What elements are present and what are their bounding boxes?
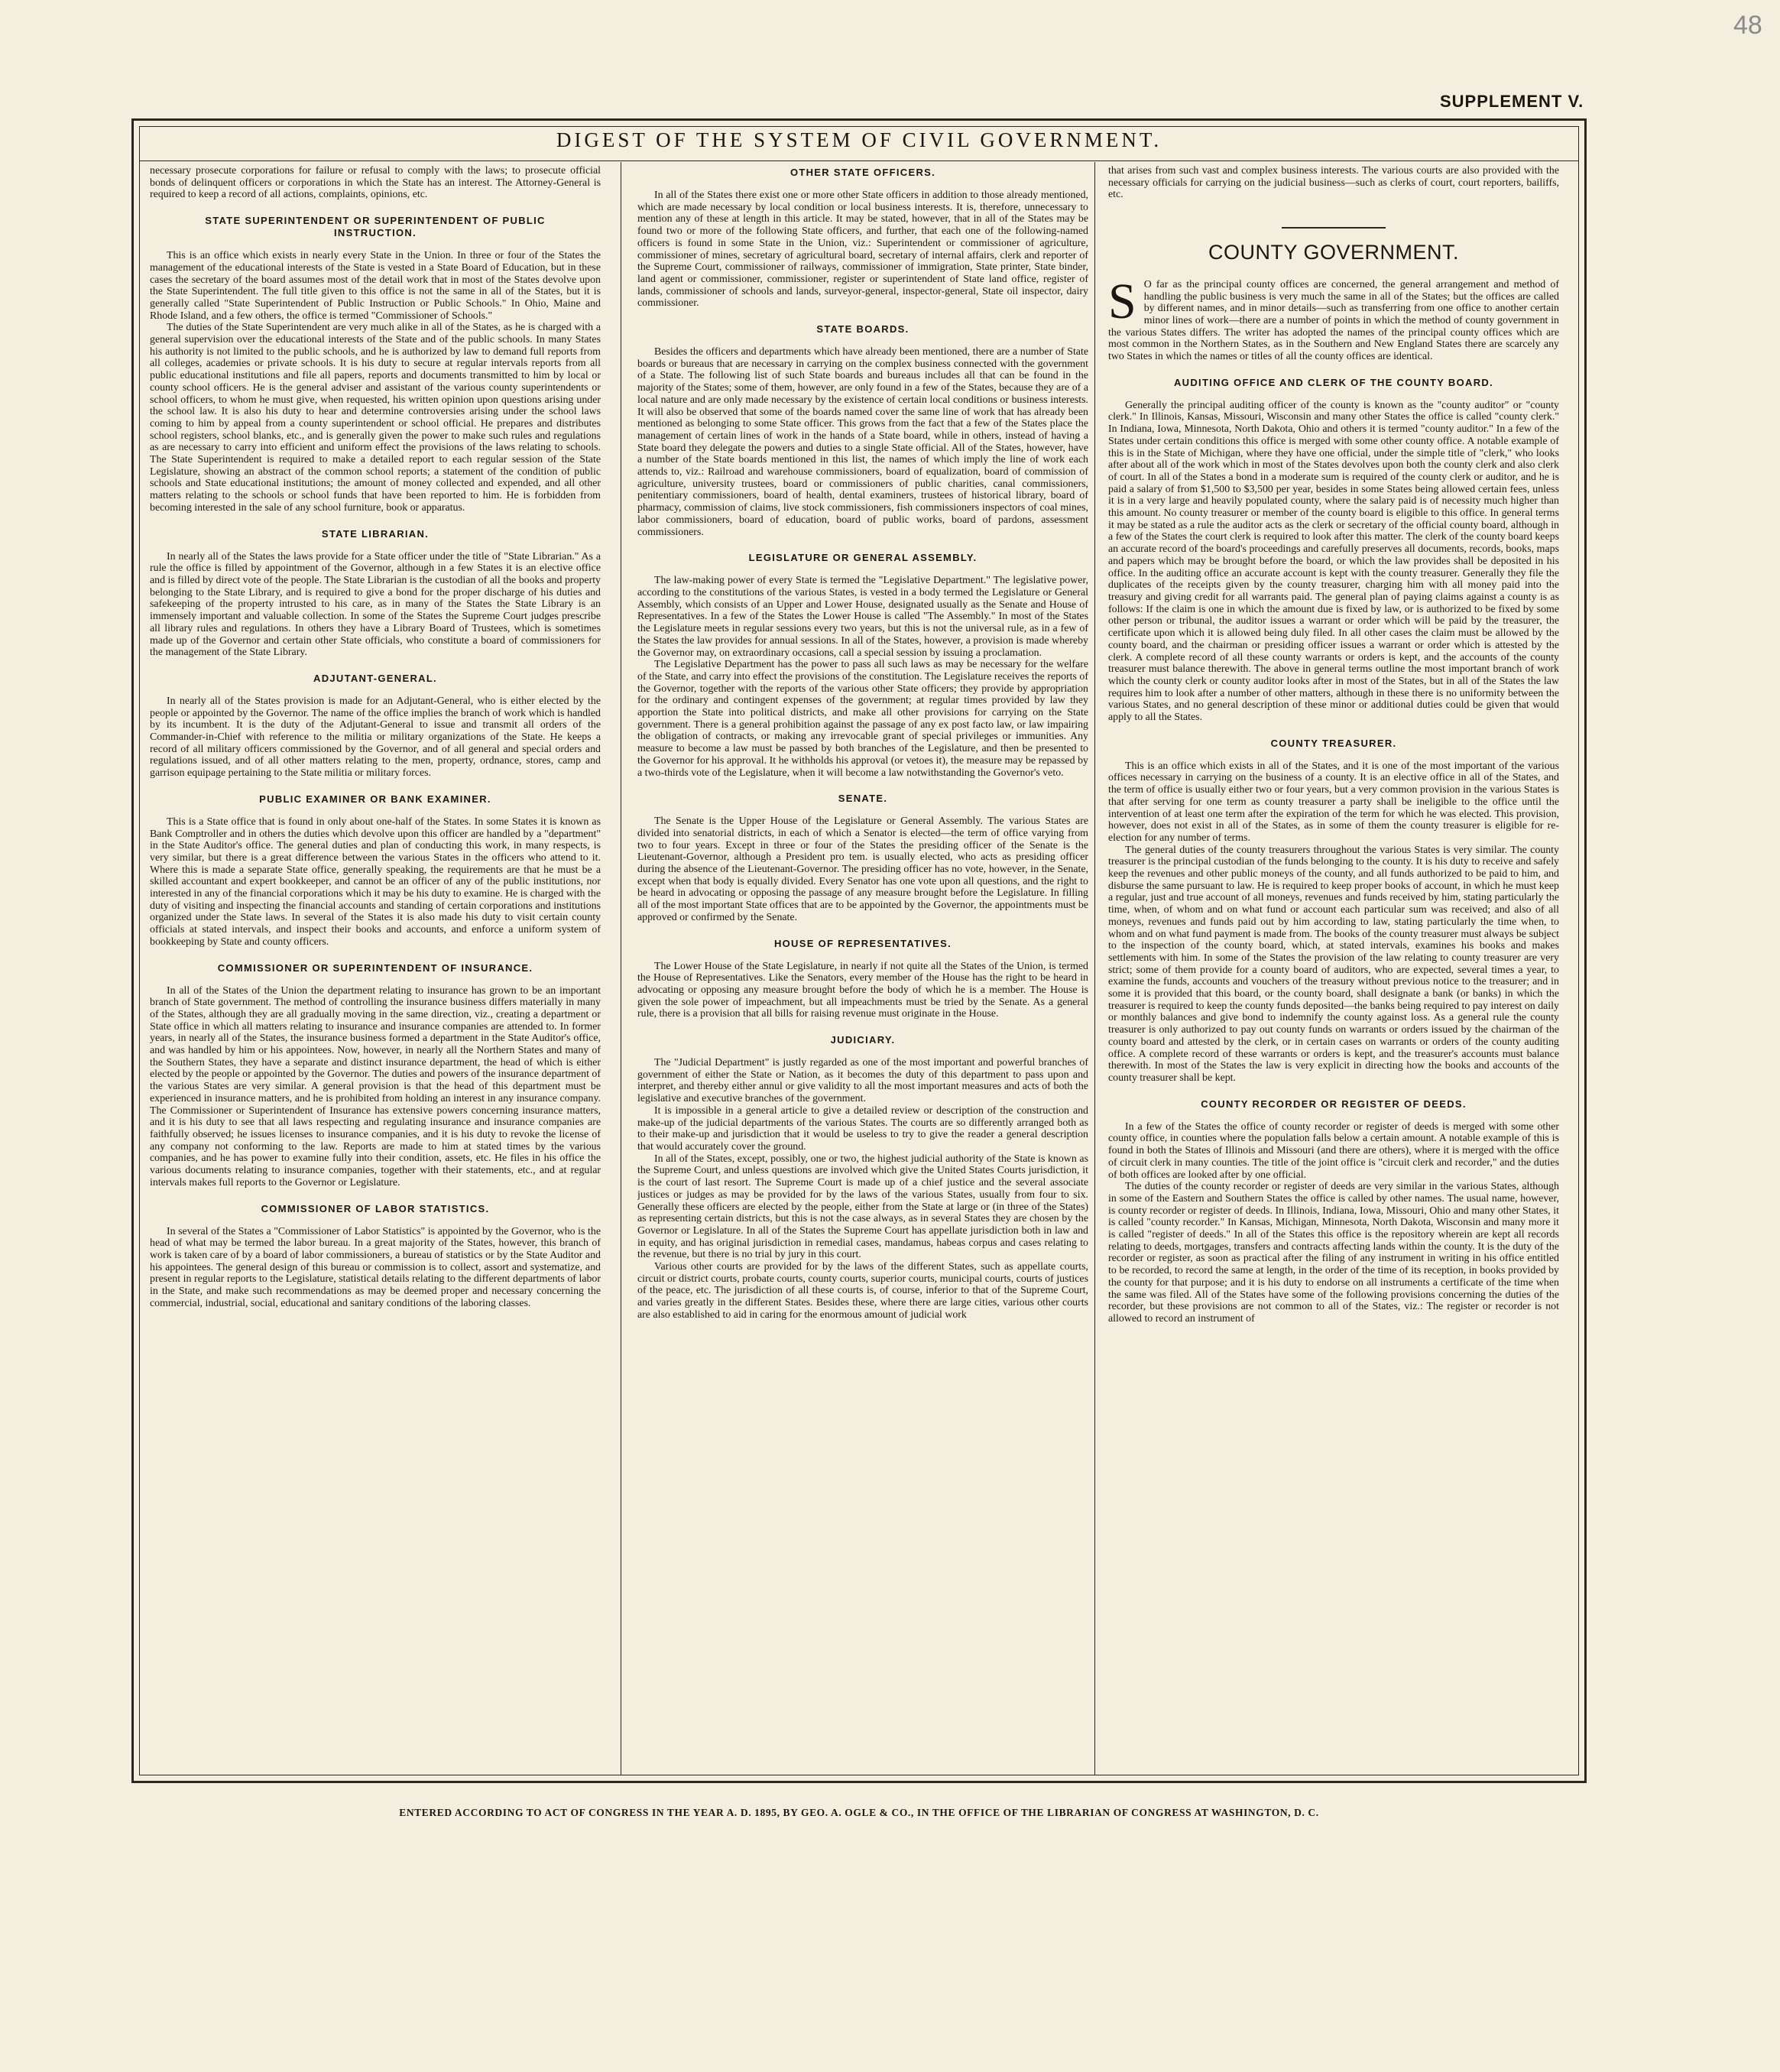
column-divider-2: [1094, 162, 1095, 1775]
paragraph: The Senate is the Upper House of the Legislature or General Assembly. The various States are divided into senatorial districts, in each of which a Senator is elected—the term of office varying from two to four years. Except in three or four of the States the presiding officer of the Senate is the Lieutenant-Governor, although a President pro tem. is usually elected, who acts as presiding officer during the absence of the Lieutenant-Governor. The presiding officer has no vote, however, in the Senate, except when that body is equally divided. Every Senator has one vote upon all questions, and the right to be heard in advocating or opposing the passage of any measure brought before the Legislature. In filling all of the most important State offices that are to be appointed by the Governor, the appointments must be approved or confirmed by the Senate.: [637, 816, 1088, 923]
section-heading: STATE BOARDS.: [816, 323, 909, 336]
column-2: [637, 165, 1088, 1770]
paragraph: This is a State office that is found in only about one-half of the States. In some States it is known as Bank Comptroller and in others the duties which devolve upon this officer are handled by a "department" in the State Auditor's office. The general duties and plan of conducting this work, in many respects, is very similar, but there is a great difference between the various States in the officers who attend to it. Where this is made a separate State office, generally speaking, the requirements are that he must be a skilled accountant and expert bookkeeper, and cannot be an officer of any of the public institutions, nor interested in any of the financial corporations which it may be his duty to examine. He is charged with the duty of visiting and inspecting the financial accounts and standing of certain corporations and institutions organized under the State laws. In several of the States it is also made his duty to visit certain county officials at stated intervals, and inspect their books and accounts, and enforce a uniform system of bookkeeping by State and county officers.: [150, 816, 601, 948]
section-title-county-government: COUNTY GOVERNMENT.: [1208, 241, 1460, 264]
section-heading: STATE SUPERINTENDENT OR SUPERINTENDENT OF PUBLIC INSTRUCTION.: [205, 215, 546, 239]
section-heading: ADJUTANT-GENERAL.: [313, 672, 437, 684]
page-title: DIGEST OF THE SYSTEM OF CIVIL GOVERNMENT.: [556, 128, 1162, 151]
paragraph: The general duties of the county treasurers throughout the various States is very similar. The county treasurer is the principal custodian of the funds belonging to the county. It is his duty to receive and safely keep the revenues and other public moneys of the county, and all funds authorized to be paid to him, and disburse the same pursuant to law. He is required to keep proper books of account, in which he must keep a regular, just and true account of all moneys, revenues and funds received by him, stating particularly the time, when, of whom and on what fund or account each particular sum was received; and also of all moneys, revenues and funds paid out by him according to law, stating particularly the time when, to whom and on what fund payment is made from. The books of the county treasurer must always be subject to the inspection of the county board, which, at stated intervals, examines his books and makes settlements with him. In some of the States the provision of the law relating to county treasurer are very strict; some of them provide for a county board of auditors, who are expected, several times a year, to examine the funds, accounts and vouchers of the treasury without previous notice to the treasurer; and in some it is provided that this board, or the county board, shall designate a bank (or banks) in which the treasurer is required to keep the county funds deposited—the banks being required to pay interest on daily or monthly balances and give bond to indemnify the county against loss. As a general rule the county treasurer is only authorized to pay out county funds on warrants or orders issued by the chairman of the county board and attested by the clerk, or in certain cases on warrants or orders of the county auditing office. A complete record of these warrants or orders is kept, and the treasurer's accounts must balance therewith. In most of the States the law is very explicit in directing how the books and accounts of the county treasurer shall be kept.: [1108, 844, 1559, 1084]
section-heading: LEGISLATURE OR GENERAL ASSEMBLY.: [748, 552, 978, 564]
page-number-mark: 48: [1733, 11, 1762, 40]
column-3: [1108, 165, 1559, 1770]
paragraph: The Lower House of the State Legislature, in nearly if not quite all the States of the Union, is termed the House of Representatives. Like the Senators, every member of the House has the right to be heard in advocating or opposing any measure brought before the body of which he is a member. The House is given the sole power of impeachment, but all impeachments must be tried by the Senate. As a general rule, there is a provision that all bills for raising revenue must originate in the House.: [637, 960, 1088, 1020]
section-heading: AUDITING OFFICE AND CLERK OF THE COUNTY BOARD.: [1173, 376, 1494, 388]
column-1: [150, 165, 601, 1770]
paragraph: In nearly all of the States the laws provide for a State officer under the title of "State Librarian." As a rule the office is filled by appointment of the Governor, although in a few States it is an elective office and is filled by direct vote of the people. The State Librarian is the custodian of all the books and property belonging to the State Library, and is required to give a bond for the proper discharge of his duties and safekeeping of the property intrusted to his care, as in many of the States the State Library is an immensely important and valuable collection. In some of the States the Supreme Court judges prescribe all library rules and regulations. In others they have a Library Board of Trustees, which is sometimes made up of the Governor and certain other State officials, who constitute a board of commissioners for the management of the State Library.: [150, 550, 601, 659]
section-heading: OTHER STATE OFFICERS.: [789, 167, 936, 178]
paragraph: Besides the officers and departments which have already been mentioned, there are a number of State boards or bureaus that are necessary in carrying on the complex business connected with the government of a State. The following list of such State boards and bureaus includes all that can be found in the majority of the States; some of them, however, are only found in a few of the States, because they are of a local nature and are only made necessary by the existence of certain local conditions or business interests. It will also be observed that some of the boards named cover the same line of work that has already been mentioned as belonging to some State officer. This grows from the fact that a few of the States place the management of certain lines of work in the hands of a State board, while in others, instead of having a State board they delegate the powers and duties to a single State official. All of the States, however, have a number of the State boards mentioned in this list, the names of which imply the line of work each attends to, viz.: Railroad and warehouse commissioners, board of equalization, board of commission of agriculture, university trustees, board or commissioners of public charities, canal commissioners, penitentiary commissioners, board of health, dental examiners, trustees of historical library, board of pharmacy, commission of claims, live stock commissioners, fish commissioners inspectors of coal mines, labor commissioners, board of education, board of public works, board of pardons, assessment commissioners.: [637, 346, 1088, 538]
paragraph: It is impossible in a general article to give a detailed review or description of the construction and make-up of the judicial departments of the various States. The courts are so differently arranged both as to their make-up and jurisdiction that it would be useless to try to give the reader a general description that would accurately cover the ground.: [637, 1104, 1088, 1153]
paragraph: In all of the States of the Union the department relating to insurance has grown to be an important branch of State government. The method of controlling the insurance business differs materially in many of the States, although they are all gradually moving in the same direction, viz., creating a department or State office in which all matters relating to insurance and insurance companies are attended to. In former years, in nearly all of the States, the insurance business formed a department in the State Auditor's office, and was handled by him or his appointees. Now, however, in nearly all the Northern States and many of the Southern States, they have a separate and distinct insurance department, the head of which is either elected by the people or appointed by the Governor. The duties and powers of the insurance department of the various States are very similar. A general provision is that the head of this department must be experienced in insurance matters, and he is prohibited from holding an interest in any insurance company. The Commissioner or Superintendent of Insurance has extensive powers concerning insurance matters, and it is his duty to see that all laws respecting and regulating insurance and insurance companies are faithfully observed; he issues licenses to insurance companies, and it is his duty to revoke the license of any company not conforming to the law. Reports are made to him at stated times by the various companies, and he has power to examine fully into their condition, assets, etc. He files in his office the various documents relating to insurance companies, together with their statements, etc., and at regular intervals makes full reports to the Governor or Legislature.: [150, 984, 601, 1188]
paragraph: The duties of the State Superintendent are very much alike in all of the States, as he is charged with a general supervision over the educational interests of the State and of the public schools. In many States his authority is not limited to the public schools, and he is authorized by law to demand full reports from all colleges, academies or private schools. It is his duty to secure at regular intervals reports from all public educational institutions and file all papers, reports and documents transmitted to him by local or county school officers. He is the general adviser and assistant of the various county superintendents or school officers, to whom he must give, when requested, his written opinion upon questions arising under the school law. It is also his duty to hear and determine controversies arising under the school laws coming to him by appeal from a county superintendent or school official. He prepares and distributes school registers, school blanks, etc., and is generally given the power to make such rules and regulations as are necessary to carry into efficient and uniform effect the provisions of the laws relating to schools. The State Superintendent is required to make a detailed report to each regular session of the State Legislature, showing an abstract of the common school reports; a statement of the condition of public schools and State educational institutions; the amount of money collected and expended, and all other matters relating to the schools or school funds that have been reported to him. He is forbidden from becoming interested in the sale of any school furniture, book or apparatus.: [150, 322, 601, 514]
paragraph: The "Judicial Department" is justly regarded as one of the most important and powerful branches of government of either the State or Nation, as it becomes the duty of this department to pass upon and interpret, and thereby either annul or give validity to all the most important measures and acts of both the legislative and executive branches of the government.: [637, 1057, 1088, 1105]
copyright-footer: ENTERED ACCORDING TO ACT OF CONGRESS IN THE YEAR A. D. 1895, BY GEO. A. OGLE & CO., IN THE OFFICE OF THE LIBRARIAN OF CONGRESS AT WASHINGTON, D. C.: [399, 1807, 1319, 1818]
paragraph: This is an office which exists in all of the States, and it is one of the most important of the various offices necessary in carrying on the business of a county. It is an elective office in all of the States, and the term of office is usually either two or four years, but a very common provision in the various States is that after serving for one term as county treasurer a party shall be ineligible to the office until the intervention of at least one term after the expiration of the term for which he was elected. This provision, however, does not exist in all of the States, as in some of them the county treasurer is eligible for re-election for any number of terms.: [1108, 760, 1559, 844]
section-heading: COMMISSIONER OR SUPERINTENDENT OF INSURANCE.: [217, 961, 533, 974]
section-rule: [1282, 227, 1386, 229]
section-heading: PUBLIC EXAMINER OR BANK EXAMINER.: [259, 793, 491, 805]
section-heading: STATE LIBRARIAN.: [321, 527, 430, 540]
paragraph: [1108, 273, 1559, 363]
supplement-label: SUPPLEMENT V.: [1440, 92, 1584, 111]
paragraph: Various other courts are provided for by the laws of the different States, such as appellate courts, circuit or district courts, probate courts, county courts, superior courts, municipal courts, courts of justices of the peace, etc. The jurisdiction of all these courts is, of course, inferior to that of the Supreme Court, and varies greatly in the different States. Besides these, where there are large cities, various other courts are also established to aid in caring for the enormous amount of judicial work: [637, 1261, 1088, 1321]
paragraph: The duties of the county recorder or register of deeds are very similar in the various States, although in some of the Eastern and Southern States the office is called by other names. The usual name, however, is county recorder or register of deeds. In Illinois, Indiana, Iowa, Missouri, Ohio and many other States, it is called "county recorder." In Kansas, Michigan, Minnesota, North Dakota, Wisconsin and many more it is called "register of deeds." In all of the States this office is the repository wherein are kept all records relating to deeds, mortgages, transfers and contracts affecting lands within the county. It is the duty of the recorder or register, as soon as practical after the filing of any instrument in writing in his office entitled to be recorded, to record the same at length, in the order of the time of its reception, in books provided by the county for that purpose; and it is his duty to endorse on all instruments a certificate of the time when the same was filed. All of the States have some of the following provisions concerning the duties of the recorder, but these provisions are not common to all of the States, viz.: The register or recorder is not allowed to record an instrument of: [1108, 1181, 1559, 1325]
section-heading: HOUSE OF REPRESENTATIVES.: [773, 937, 952, 949]
drop-cap: S: [1108, 273, 1136, 329]
paragraph: In all of the States there exist one or more other State officers in addition to those already mentioned, which are made necessary by local condition or local business interests. It is, therefore, unnecessary to mention any of these at length in this article. It may be stated, however, that in all of the States may be found two or more of the following State officers, and further, that each one of the following-named officers is found in some State in the Union, viz.: Superintendent or commissioner of agriculture, commissioner of mines, secretary of agricultural board, secretary of internal affairs, clerk and reporter of the Supreme Court, commissioner of railways, commissioner of immigration, State printer, State binder, land agent or commissioner, commissioner, register or superintendent of State land office, register of lands, commissioner of schools and lands, surveyor-general, inspector-general, State oil inspector, dairy commissioner.: [637, 190, 1088, 310]
paragraph: In all of the States, except, possibly, one or two, the highest judicial authority of the State is known as the Supreme Court, and unless questions are involved which give the United States Courts jurisdiction, it is the court of last resort. The Supreme Court is made up of a chief justice and the several associate justices or judges as may be provided for by the laws of the various States, usually from four to six. Generally these officers are elected by the people, either from the State at large or (in three of the States) as representing certain districts, but this is not the case always, as in several States they are chosen by the Governor or Legislature. In all of the States the Supreme Court has appellate jurisdiction both in law and in equity, and has original jurisdiction in remedial cases, mandamus, habeas corpus and cases relating to the revenue, but there is no trial by jury in this court.: [637, 1153, 1088, 1261]
paragraph: necessary prosecute corporations for failure or refusal to comply with the laws; to prosecute official bonds of delinquent officers or corporations in which the State has an interest. The Attorney-General is required to keep a record of all actions, complaints, opinions, etc.: [150, 165, 601, 201]
paragraph: In several of the States a "Commissioner of Labor Statistics" is appointed by the Governor, who is the head of what may be termed the labor bureau. In a great majority of the States, however, this branch of work is taken care of by a board of labor commissioners, a bureau of statistics or by the State Auditor and his appointees. The general design of this bureau or commission is to collect, assort and systematize, and present in regular reports to the Legislature, statistical details relating to the different departments of labor in the State, and make such recommendations as may be deemed proper and necessary concerning the commercial, industrial, social, educational and sanitary conditions of the laboring classes.: [150, 1225, 601, 1309]
paragraph: that arises from such vast and complex business interests. The various courts are also provided with the necessary officials for carrying on the judicial business—such as clerks of court, court reporters, bailiffs, etc.: [1108, 165, 1559, 201]
paragraph: This is an office which exists in nearly every State in the Union. In three or four of the States the management of the educational interests of the State is vested in a State Board of Education, but in these cases the secretary of the board assumes most of the detail work that in most of the States devolve upon the State Superintendent. The full title given to this office is not the same in all of the States, but it is generally called "State Superintendent of Public Instruction or Public Schools." In Ohio, Maine and Rhode Island, and a few others, the office is termed "Commissioner of Schools.": [150, 250, 601, 322]
paragraph: Generally the principal auditing officer of the county is known as the "county auditor" or "county clerk." In Illinois, Kansas, Missouri, Wisconsin and many other States the office is called "county clerk." In Indiana, Iowa, Minnesota, North Dakota, Ohio and others it is termed "county auditor." In a few of the States under certain conditions this office is merged with some other county office. A notable example of this is in the State of Michigan, where they have one official, under the simple title of "clerk," who looks after about all of the work which in most of the States devolves upon both the county clerk and also clerk of court. In all of the States a bond in a moderate sum is required of the county clerk or auditor, and he is paid a salary of from $1,500 to $3,500 per year, besides in some States being allowed certain fees, unless it is in a very large and heavily populated county, where the salary paid is of necessity much higher than this amount. No county treasurer or member of the county board is eligible to this office. In general terms it may be stated as a rule the auditor acts as the clerk or secretary of the official county board, although in a few of the States the court clerk is required to look after this matter. The clerk of the county board keeps an accurate record of the board's proceedings and carefully preserves all documents, records, books, maps and papers which may be brought before the board, or which the law provides shall be deposited in his office. In the auditing office an accurate account is kept with the county treasurer. Generally they file the duplicates of the receipts given by the county treasurer, charging him with all money paid into the treasury and giving credit for all warrants paid. The general plan of paying claims against a county is as follows: If the claim is one in which the amount due is fixed by law, or is authorized to be fixed by some other person or tribunal, the auditor issues a warrant or order which will be paid by the treasurer, the certificate upon which it is allowed being duly filed. In all other cases the claim must be allowed by the county board, and the chairman or presiding officer issues a warrant or order which is attested by the clerk. A complete record of all these county warrants or orders is kept, and the accounts of the county treasurer must balance therewith. The above in general terms outline the most important branch of work which the county clerk or county auditor looks after in most of the States, but in all of the States the law requires him to look after a number of other matters, although in these there is no uniformity between the various States, and no general description of these minor or additional duties could be given that would apply to all the States.: [1108, 399, 1559, 724]
section-heading: JUDICIARY.: [830, 1034, 896, 1046]
paragraph: The Legislative Department has the power to pass all such laws as may be necessary for the welfare of the State, and carry into effect the provisions of the constitution. The Legislature receives the reports of the Governor, together with the reports of the various other State officers; they provide by appropriation for the ordinary and contingent expenses of the government; at regular times provided by law they apportion the State into political districts, and make all other provisions for carrying on the State government. There is a general prohibition against the passage of any ex post facto law, or law impairing the obligation of contracts, or making any irrevocable grant of special privileges or immunities. Any measure to become a law must be passed by both branches of the Legislature, and then be presented to the Governor for his approval. It he withholds his approval (or vetoes it), the measure may be repassed by a two-thirds vote of the Legislature, when it will become a law notwithstanding the Governor's veto.: [637, 659, 1088, 779]
paragraph: In nearly all of the States provision is made for an Adjutant-General, who is either elected by the people or appointed by the Governor. The name of the office implies the branch of work which is handled by its incumbent. It is the duty of the Adjutant-General to issue and transmit all orders of the Commander-in-Chief with reference to the militia or military organizations of the State. He keeps a record of all military officers commissioned by the Governor, and of all general and special orders and regulations issued, and of all other matters relating to the men, property, ordnance, stores, camp and garrison equipage pertaining to the State militia or military forces.: [150, 695, 601, 780]
section-heading: SENATE.: [838, 793, 888, 805]
paragraph-text: O far as the principal county offices are concerned, the general arrangement and method of handling the public business is very much the same in all of the States; but the offices are called by different names, and in minor details—such as transferring from one office to another certain minor lines of work—there are a number of points in which the method of county government in the various States differs. The writer has adopted the names of the principal county offices which are most common in the Northern States, as in the Southern and New England States there are scarcely any two States in which the names or titles of all the county offices are identical.: [1108, 278, 1559, 363]
section-heading: COUNTY RECORDER OR REGISTER OF DEEDS.: [1201, 1098, 1467, 1110]
paragraph: The law-making power of every State is termed the "Legislative Department." The legislative power, according to the constitutions of the various States, is vested in a body termed the Legislature or General Assembly, which consists of an Upper and Lower House, designated usually as the Senate and House of Representatives. In a few of the States the Lower House is called "The Assembly." In most of the States the Legislature meets in regular sessions every two years, but this is not the universal rule, as in a few of the States the law provides for annual sessions. In all of the States, however, a provision is made whereby the Governor may, on extraordinary occasions, call a special session by issuing a proclamation.: [637, 575, 1088, 659]
paragraph: In a few of the States the office of county recorder or register of deeds is merged with some other county office, in counties where the population falls below a certain amount. A notable example of this is found in both the States of Illinois and Missouri (and there are others), where it is merged with the office of circuit clerk in many counties. The title of the joint office is "circuit clerk and recorder," and the duties of both offices are looked after by one official.: [1108, 1120, 1559, 1181]
section-heading: COMMISSIONER OF LABOR STATISTICS.: [261, 1202, 490, 1214]
section-heading: COUNTY TREASURER.: [1270, 737, 1397, 749]
